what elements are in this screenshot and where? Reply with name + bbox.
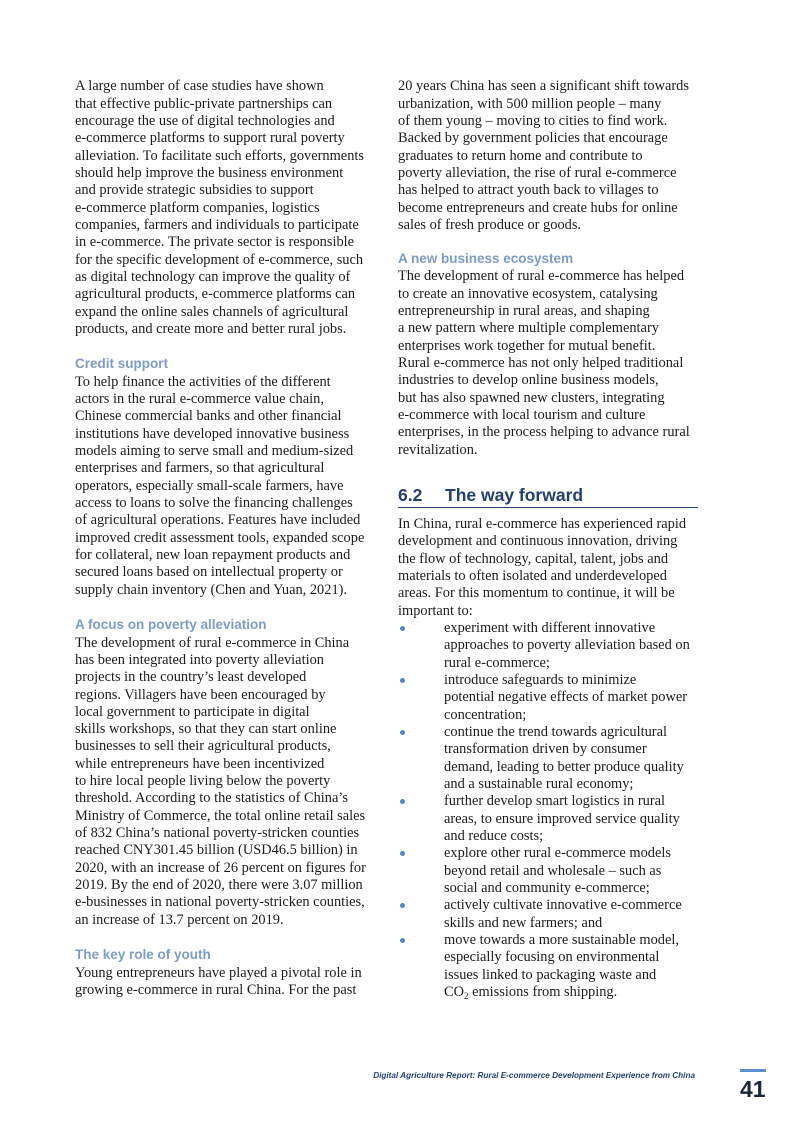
page-number: 41 bbox=[740, 1076, 766, 1102]
bullet-dot-icon bbox=[400, 730, 405, 735]
bullet-item bbox=[398, 672, 698, 724]
bullet-item bbox=[398, 845, 698, 897]
text-line: Young entrepreneurs have played a pivotal role in bbox=[75, 964, 362, 981]
left-column bbox=[75, 78, 375, 999]
text-line: explore other rural e-commerce models bbox=[444, 845, 671, 862]
text-line: especially focusing on environmental bbox=[444, 949, 660, 966]
bullet-item bbox=[398, 724, 698, 793]
text-line: enterprises work together for mutual benefit. bbox=[398, 337, 656, 354]
text-line: continue the trend towards agricultural bbox=[444, 723, 667, 740]
text-line: beyond retail and wholesale – such as bbox=[444, 862, 662, 879]
text-line: skills workshops, so that they can start online bbox=[75, 721, 337, 738]
text-line: regions. Villagers have been encouraged by bbox=[75, 686, 326, 703]
text-line: access to loans to solve the financing challenges bbox=[75, 495, 353, 512]
text-line: has helped to attract youth back to villages to bbox=[398, 182, 659, 199]
bullet-text bbox=[444, 845, 698, 897]
text-line: threshold. According to the statistics of China’s bbox=[75, 790, 348, 807]
text-line: projects in the country’s least developed bbox=[75, 669, 307, 686]
section-title: The way forward bbox=[445, 484, 584, 505]
text-line: e-commerce with local tourism and culture bbox=[398, 406, 646, 423]
subheading-business-ecosystem: A new business ecosystem bbox=[398, 250, 574, 266]
text-line: entrepreneurship in rural areas, and shaping bbox=[398, 302, 650, 319]
text-line: has been integrated into poverty alleviation bbox=[75, 651, 324, 668]
text-line: Chinese commercial banks and other financial bbox=[75, 408, 342, 425]
bullet-dot-icon bbox=[400, 851, 405, 856]
text-line: further develop smart logistics in rural bbox=[444, 793, 665, 810]
bullet-dot-icon bbox=[400, 938, 405, 943]
bullet-item bbox=[398, 897, 698, 932]
bullet-dot-icon bbox=[400, 626, 405, 631]
text-line: poverty alleviation, the rise of rural e-commerce bbox=[398, 164, 677, 181]
text-line: Rural e-commerce has not only helped traditional bbox=[398, 354, 684, 371]
section-number: 6.2 bbox=[398, 484, 423, 505]
text-line: potential negative effects of market power bbox=[444, 689, 688, 706]
footer-report-title: Digital Agriculture Report: Rural E-commerce Development Experience from China bbox=[373, 1071, 695, 1080]
subheading-credit-support: Credit support bbox=[75, 356, 168, 372]
page-number-accent-bar bbox=[740, 1069, 766, 1072]
bullet-dot-icon bbox=[400, 903, 405, 908]
text-line: enterprises and farmers, so that agricultural bbox=[75, 460, 325, 477]
text-line: enterprises, in the process helping to advance rural bbox=[398, 424, 690, 441]
recommendations-list bbox=[398, 620, 698, 1001]
bullet-item bbox=[398, 793, 698, 845]
text-line: skills and new farmers; and bbox=[444, 914, 603, 931]
bullet-text bbox=[444, 793, 698, 845]
bullet-dot-icon bbox=[400, 678, 405, 683]
text-line: of 832 China’s national poverty-stricken counties bbox=[75, 825, 360, 842]
text-line: a new pattern where multiple complementary bbox=[398, 320, 659, 337]
text-line: agricultural products, e-commerce platforms can bbox=[75, 286, 356, 303]
text-line: e-commerce platforms to support rural poverty bbox=[75, 130, 345, 147]
text-line: In China, rural e-commerce has experienced rapid bbox=[398, 515, 687, 532]
text-line: issues linked to packaging waste and bbox=[444, 966, 657, 983]
text-line: businesses to sell their agricultural products, bbox=[75, 738, 331, 755]
text-line: growing e-commerce in rural China. For the past bbox=[75, 981, 357, 998]
text-line-co2 bbox=[444, 984, 698, 1001]
text-line: The development of rural e-commerce in China bbox=[75, 634, 350, 651]
text-line: introduce safeguards to minimize bbox=[444, 671, 637, 688]
co2-prefix: CO bbox=[444, 983, 464, 1000]
text-line: institutions have developed innovative business bbox=[75, 425, 350, 442]
text-line: supply chain inventory (Chen and Yuan, 2021). bbox=[75, 581, 348, 598]
subheading-poverty-alleviation: A focus on poverty alleviation bbox=[75, 617, 267, 632]
text-line: to hire local people living below the poverty bbox=[75, 773, 331, 790]
text-line: and reduce costs; bbox=[444, 827, 544, 844]
bullet-dot-icon bbox=[400, 799, 405, 804]
bullet-text bbox=[444, 724, 698, 793]
text-line: rural e-commerce; bbox=[444, 654, 550, 671]
text-line: secured loans based on intellectual property or bbox=[75, 564, 343, 581]
text-line: approaches to poverty alleviation based on bbox=[444, 637, 690, 654]
text-line: of them young – moving to cities to find work. bbox=[398, 112, 668, 129]
text-line: move towards a more sustainable model, bbox=[444, 931, 679, 948]
text-line: but has also spawned new clusters, integrating bbox=[398, 389, 665, 406]
subheading-key-role-of-youth: The key role of youth bbox=[75, 947, 211, 963]
text-line: should help improve the business environment bbox=[75, 164, 344, 181]
text-line: and provide strategic subsidies to support bbox=[75, 182, 314, 199]
text-line: social and community e-commerce; bbox=[444, 879, 650, 896]
text-line: A large number of case studies have shown bbox=[75, 78, 324, 95]
text-line: experiment with different innovative bbox=[444, 619, 656, 636]
text-line: revitalization. bbox=[398, 441, 478, 458]
text-line: become entrepreneurs and create hubs for online bbox=[398, 199, 678, 216]
text-line: e-commerce platform companies, logistics bbox=[75, 199, 320, 216]
right-column bbox=[398, 78, 698, 1001]
text-line: urbanization, with 500 million people – many bbox=[398, 95, 662, 112]
text-line: actors in the rural e-commerce value chain, bbox=[75, 391, 324, 408]
text-line: sales of fresh produce or goods. bbox=[398, 216, 582, 233]
bullet-item bbox=[398, 932, 698, 1001]
text-line: 2020, with an increase of 26 percent on figures for bbox=[75, 859, 366, 876]
text-line: as digital technology can improve the quality of bbox=[75, 268, 351, 285]
text-line: graduates to return home and contribute to bbox=[398, 147, 643, 164]
section-heading-6-2 bbox=[398, 484, 698, 508]
text-line: products, and create more and better rural jobs. bbox=[75, 320, 347, 337]
paragraph-credit-support bbox=[75, 374, 375, 599]
bullet-text bbox=[444, 672, 698, 724]
text-line: actively cultivate innovative e-commerce bbox=[444, 897, 682, 914]
text-line: reached CNY301.45 billion (USD46.5 billion) in bbox=[75, 842, 358, 859]
text-line: areas, to ensure improved service quality bbox=[444, 810, 680, 827]
paragraph-key-role-of-youth bbox=[75, 965, 375, 1000]
paragraph-business-ecosystem bbox=[398, 268, 698, 459]
co2-subscript: 2 bbox=[464, 990, 469, 1001]
text-line: transformation driven by consumer bbox=[444, 741, 647, 758]
text-line: that effective public-private partnerships can bbox=[75, 95, 333, 112]
text-line: e-businesses in national poverty-stricken counties, bbox=[75, 894, 365, 911]
text-line: operators, especially small-scale farmers, have bbox=[75, 477, 344, 494]
text-line: to create an innovative ecosystem, catalysing bbox=[398, 285, 658, 302]
text-line: models aiming to serve small and medium-sized bbox=[75, 443, 354, 460]
text-line: an increase of 13.7 percent on 2019. bbox=[75, 911, 284, 928]
bullet-text bbox=[444, 932, 698, 984]
text-line: demand, leading to better produce quality bbox=[444, 758, 684, 775]
text-line: Backed by government policies that encourage bbox=[398, 130, 668, 147]
text-line: important to: bbox=[398, 602, 473, 619]
text-line: industries to develop online business models, bbox=[398, 372, 659, 389]
intro-paragraph bbox=[75, 78, 375, 338]
text-line: encourage the use of digital technologies and bbox=[75, 112, 335, 129]
bullet-text bbox=[444, 897, 698, 932]
text-line: and a sustainable rural economy; bbox=[444, 775, 634, 792]
text-line: areas. For this momentum to continue, it will be bbox=[398, 585, 675, 602]
text-line: expand the online sales channels of agricultural bbox=[75, 303, 349, 320]
text-line: 2019. By the end of 2020, there were 3.07 million bbox=[75, 877, 363, 894]
text-line: while entrepreneurs have been incentivized bbox=[75, 755, 325, 772]
text-line: materials to often isolated and underdeveloped bbox=[398, 567, 667, 584]
bullet-item bbox=[398, 620, 698, 672]
text-line: concentration; bbox=[444, 706, 527, 723]
text-line: The development of rural e-commerce has helped bbox=[398, 268, 685, 285]
text-line: the flow of technology, capital, talent, jobs and bbox=[398, 550, 669, 567]
paragraph-poverty-alleviation bbox=[75, 635, 375, 930]
text-line: development and continuous innovation, driving bbox=[398, 533, 678, 550]
co2-suffix: emissions from shipping. bbox=[468, 983, 618, 1000]
text-line: 20 years China has seen a significant shift towards bbox=[398, 78, 689, 95]
text-line: To help finance the activities of the different bbox=[75, 373, 331, 390]
bullet-text bbox=[444, 620, 698, 672]
text-line: companies, farmers and individuals to participate bbox=[75, 216, 359, 233]
paragraph-key-role-of-youth-continued bbox=[398, 78, 698, 234]
text-line: alleviation. To facilitate such efforts, governments bbox=[75, 147, 364, 164]
text-line: in e-commerce. The private sector is responsible bbox=[75, 234, 355, 251]
text-line: of agricultural operations. Features have included bbox=[75, 512, 361, 529]
text-line: Ministry of Commerce, the total online retail sales bbox=[75, 807, 366, 824]
text-line: for the specific development of e-commerce, such bbox=[75, 251, 364, 268]
text-line: local government to participate in digital bbox=[75, 703, 310, 720]
text-line: improved credit assessment tools, expanded scope bbox=[75, 529, 365, 546]
paragraph-way-forward-intro bbox=[398, 516, 698, 620]
text-line: for collateral, new loan repayment products and bbox=[75, 547, 351, 564]
